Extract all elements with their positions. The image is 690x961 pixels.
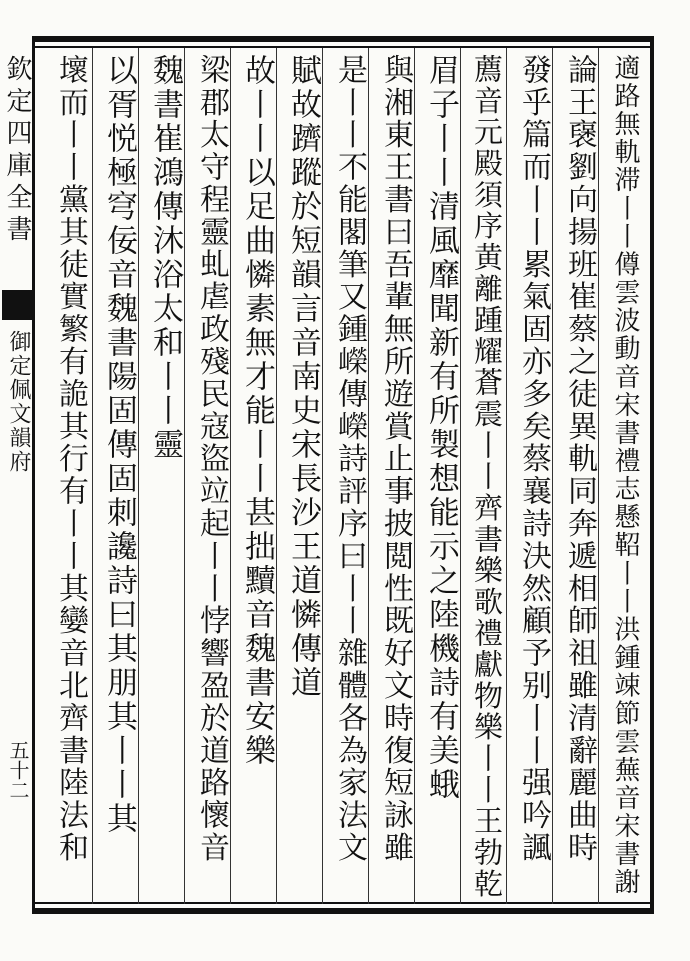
page-number: 五十二 [6, 740, 30, 800]
text-column-1: 適路無軌滞丨丨僔雲波動音宋書禮志懸鞀丨丨洪鍾竦節雲蕪音宋書謝 [610, 54, 640, 897]
text-column-13: 壞而丨丨黨其徒實繁有詭其行有丨丨其孌音北齊書陸法和 [53, 54, 88, 864]
text-column-3: 發乎篇而丨丨累氣固亦多矣蔡襄詩決然顧予别丨丨强吟諷 [516, 54, 551, 864]
text-column-9: 故丨丨以足曲憐素無才能丨丨甚拙黷音魏書安樂 [239, 54, 275, 768]
frame-top-border [34, 36, 654, 42]
text-column-12: 以胥悦極穹佞音魏書陽固傳固刺讒詩曰其朋其丨丨其 [101, 54, 137, 836]
frame-top-inner-border [34, 46, 654, 48]
text-column-10: 梁郡太守程靈虬虐政殘民寇盜竝起丨丨悖響盈於道路懷音 [194, 54, 229, 864]
frame-bottom-border [34, 908, 654, 914]
text-column-5: 眉子丨丨清風靡聞新有所製想能示之陸機詩有美蛾 [423, 54, 459, 802]
book-title: 欽定四庫全書 [2, 55, 32, 247]
text-column-4: 薦音元殿須序黄離踵耀蒼震丨丨齊書樂歌禮獻物樂丨丨王勃乾 [470, 54, 504, 900]
text-column-6: 與湘東王書曰吾輩無所遊賞止事披閲性既好文時復短詠雖 [378, 54, 413, 864]
section-title: 御定佩文韻府 [6, 330, 31, 474]
fold-marker [2, 290, 32, 320]
frame-bottom-inner-border [34, 902, 654, 904]
text-column-11: 魏書崔鴻傳沐浴太和丨丨靈 [147, 54, 183, 462]
text-column-7: 是丨丨不能閣筆又鍾嶸傳嶸詩評序曰丨丨雜體各為家法文 [332, 54, 367, 864]
text-column-8: 賦故躋蹤於短韻言音南史宋長沙王道憐傳道 [285, 54, 321, 700]
frame-left-border [32, 36, 35, 914]
column-rule [92, 48, 93, 904]
frame-right-border [650, 36, 654, 914]
text-column-2: 論王襃劉向揚班崔蔡之徒異軌同奔遞相師祖雖清辭麗曲時 [562, 54, 597, 864]
